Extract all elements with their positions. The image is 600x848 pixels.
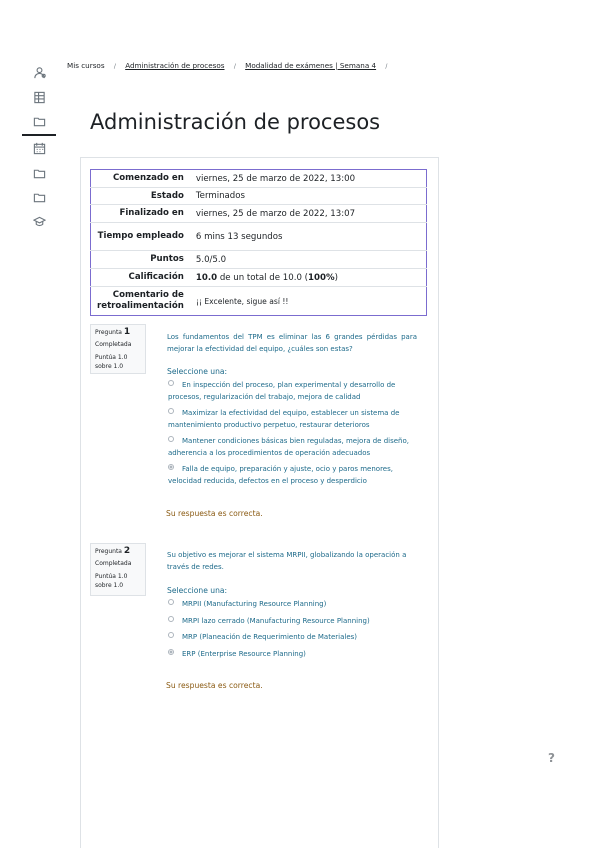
summary-label: Puntos [91, 251, 190, 269]
question-1-option-b[interactable] [168, 408, 418, 431]
radio-button[interactable] [168, 632, 174, 638]
question-2-feedback: Su respuesta es correcta. [166, 681, 263, 690]
option-label: Mantener condiciones básicas bien reguladas, mejora de diseño, adherencia a los procedimientos de operación adecuados [168, 437, 409, 457]
summary-value: ¡¡ Excelente, sigue así !! [190, 287, 427, 316]
summary-label: Tiempo empleado [91, 223, 190, 251]
graduation-cap-icon[interactable] [32, 214, 46, 228]
breadcrumb-separator: / [385, 63, 388, 70]
page-title: Administración de procesos [90, 110, 381, 134]
summary-value: 6 mins 13 segundos [190, 223, 427, 251]
summary-value [190, 269, 427, 287]
breadcrumb-separator: / [113, 63, 116, 70]
summary-label: Finalizado en [91, 205, 190, 223]
summary-row-time-taken [91, 223, 427, 251]
question-2-text: Su objetivo es mejorar el sistema MRPII, globalizando la operación a través de redes. [167, 551, 407, 571]
summary-row-points [91, 251, 427, 269]
summary-label: Calificación [91, 269, 190, 287]
breadcrumb-item-section[interactable]: Modalidad de exámenes | Semana 4 [245, 61, 377, 70]
help-icon[interactable]: ? [548, 751, 555, 765]
question-grade [95, 353, 141, 371]
breadcrumb-item-my-courses[interactable]: Mis cursos [67, 61, 105, 70]
radio-button[interactable] [168, 380, 174, 386]
question-grade-max: sobre 1.0 [95, 363, 124, 370]
summary-label: Estado [91, 188, 190, 205]
question-prefix: Pregunta [95, 329, 122, 336]
calendar-icon[interactable] [32, 141, 46, 155]
summary-row-started [91, 170, 427, 188]
question-number [95, 547, 141, 556]
summary-row-finished [91, 205, 427, 223]
participants-icon[interactable] [32, 65, 46, 79]
question-2-option-d[interactable] [168, 649, 418, 661]
question-1-info [90, 324, 146, 374]
option-label: Maximizar la efectividad del equipo, establecer un sistema de mantenimiento productivo perpetuo, restaurar deterioros [168, 409, 400, 429]
radio-button-selected[interactable] [168, 649, 174, 655]
option-label: ERP (Enterprise Resource Planning) [182, 650, 306, 658]
grade-close: ) [334, 272, 338, 283]
question-grade-score: Puntúa 1.0 [95, 354, 128, 361]
question-1-text: Los fundamentos del TPM es eliminar las 6 grandes pérdidas para mejorar la efectividad del equipo, ¿cuáles son estas? [167, 333, 417, 353]
question-2-prompt: Seleccione una: [167, 586, 228, 595]
option-label: Falla de equipo, preparación y ajuste, ocio y paros menores, velocidad reducida, defectos en el proceso y desperdicio [168, 465, 393, 485]
grades-icon[interactable] [32, 90, 46, 104]
grade-total: de un total de 10.0 ( [217, 272, 308, 283]
radio-button[interactable] [168, 436, 174, 442]
question-grade [95, 572, 141, 590]
question-1-feedback: Su respuesta es correcta. [166, 509, 263, 518]
question-2-option-a[interactable] [168, 599, 418, 611]
question-grade-max: sobre 1.0 [95, 582, 124, 589]
attempt-summary-table [90, 169, 427, 316]
folder-icon[interactable] [32, 114, 46, 128]
summary-label: Comenzado en [112, 173, 184, 183]
folder-icon[interactable] [32, 166, 46, 180]
question-1-option-c[interactable] [168, 436, 418, 459]
radio-button[interactable] [168, 599, 174, 605]
breadcrumb [67, 61, 394, 70]
summary-value: 5.0/5.0 [190, 251, 427, 269]
question-1-prompt: Seleccione una: [167, 367, 228, 376]
question-1-option-a[interactable] [168, 380, 418, 403]
summary-row-feedback [91, 287, 427, 316]
question-2-info [90, 543, 146, 596]
radio-button[interactable] [168, 616, 174, 622]
summary-label: Comentario de retroalimentación [91, 287, 190, 316]
breadcrumb-separator: / [233, 63, 236, 70]
question-state: Completada [95, 341, 132, 348]
summary-row-grade [91, 269, 427, 287]
question-2-option-b[interactable] [168, 616, 418, 628]
radio-button[interactable] [168, 408, 174, 414]
question-1-option-d[interactable] [168, 464, 418, 487]
option-label: MRP (Planeación de Requerimiento de Materiales) [182, 633, 358, 641]
question-2-option-c[interactable] [168, 632, 418, 644]
breadcrumb-item-course[interactable]: Administración de procesos [125, 61, 225, 70]
summary-value: viernes, 25 de marzo de 2022, 13:07 [190, 205, 427, 223]
option-label: MRPI lazo cerrado (Manufacturing Resource Planning) [182, 617, 370, 625]
option-label: En inspección del proceso, plan experimental y desarrollo de procesos, regularización del trabajo, mejora de calidad [168, 381, 396, 401]
question-number-value: 1 [123, 327, 131, 337]
active-nav-indicator [22, 134, 56, 136]
folder-icon[interactable] [32, 190, 46, 204]
summary-value: viernes, 25 de marzo de 2022, 13:00 [195, 173, 356, 184]
summary-value: Terminados [190, 188, 427, 205]
question-number [95, 328, 141, 337]
question-grade-score: Puntúa 1.0 [95, 573, 128, 580]
question-number-value: 2 [123, 546, 131, 556]
radio-button-selected[interactable] [168, 464, 174, 470]
grade-score: 10.0 [195, 272, 218, 283]
question-prefix: Pregunta [95, 548, 122, 555]
question-state: Completada [95, 560, 132, 567]
grade-percent: 100% [308, 272, 335, 283]
option-label: MRPII (Manufacturing Resource Planning) [182, 600, 327, 608]
summary-row-state [91, 188, 427, 205]
